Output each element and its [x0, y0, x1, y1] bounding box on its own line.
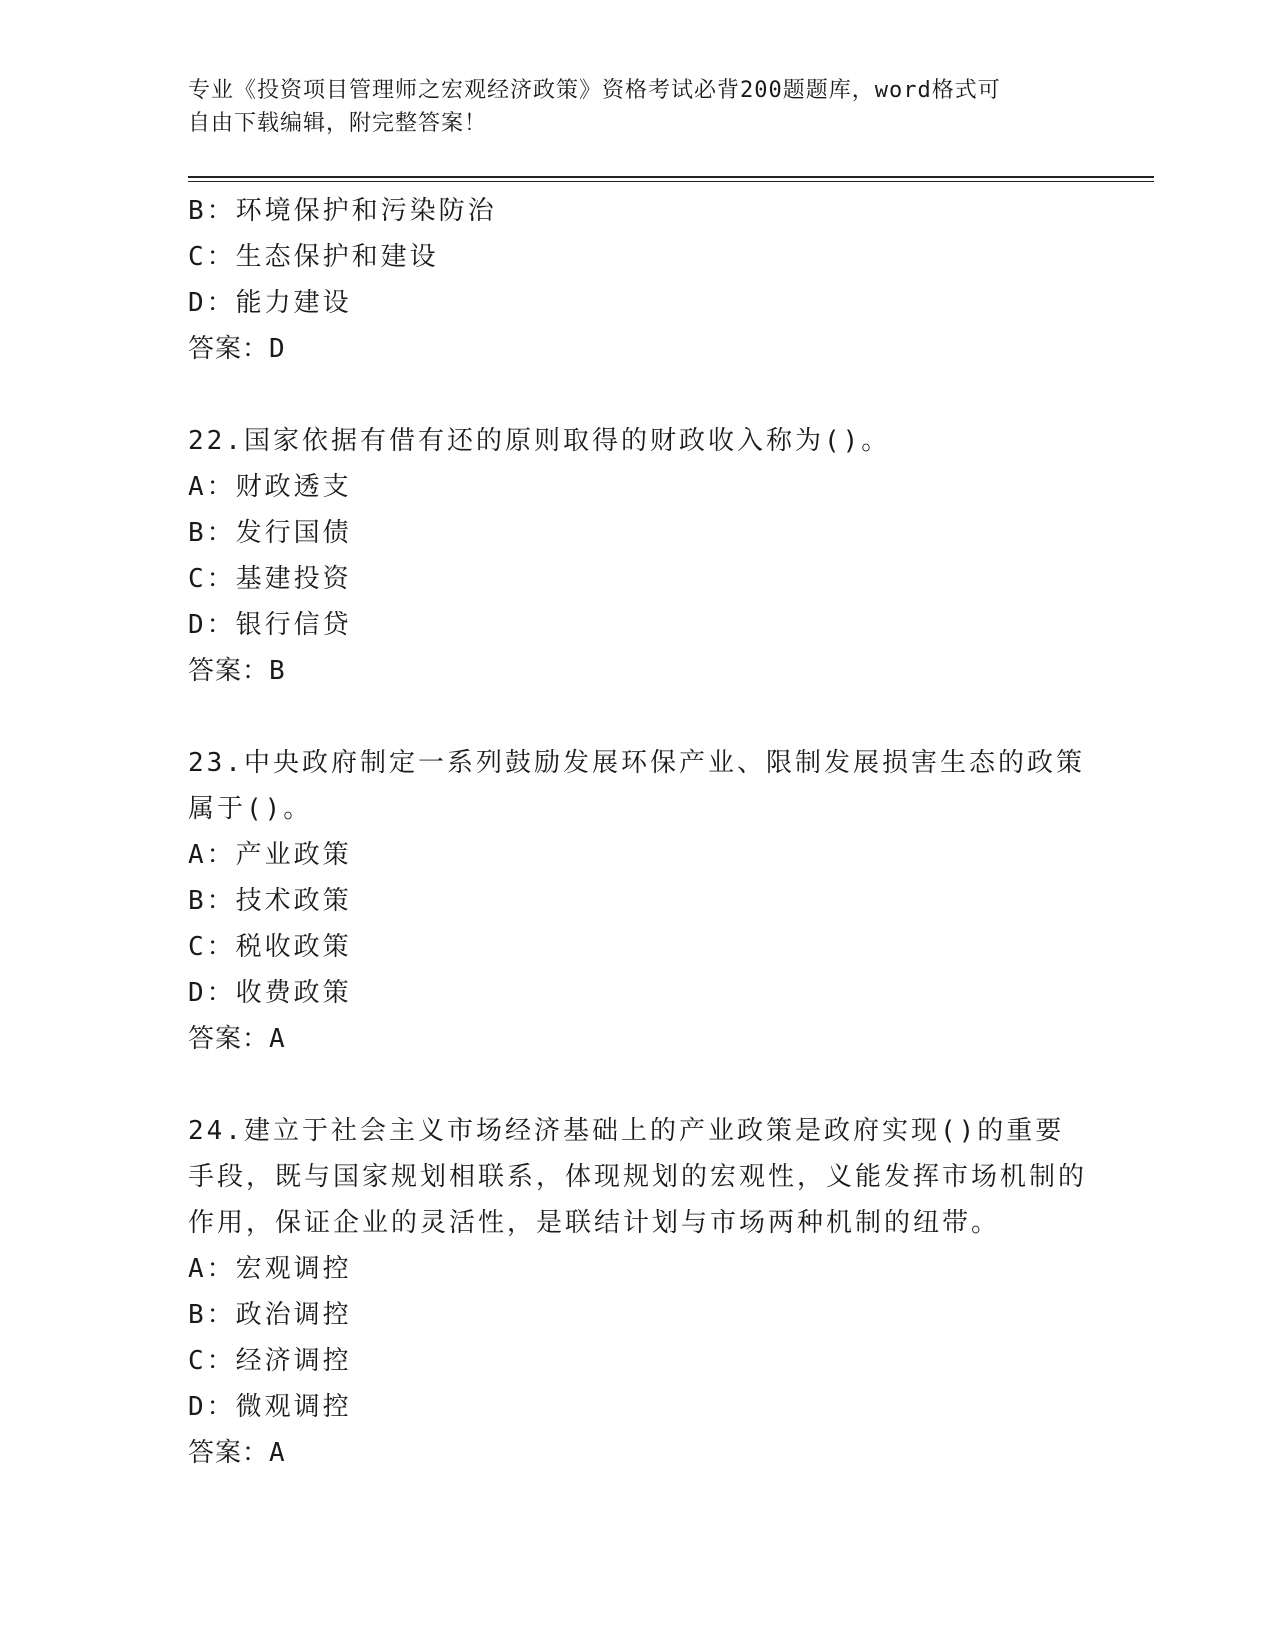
header-line-2: 自由下载编辑，附完整答案！	[188, 111, 488, 136]
option-d	[188, 1384, 1088, 1430]
question-block-24	[188, 1108, 1088, 1476]
option-text: 发行国债	[235, 518, 352, 548]
option-text: 环境保护和污染防治	[235, 196, 497, 226]
answer-line	[188, 648, 1088, 694]
answer-line	[188, 1016, 1088, 1062]
option-b	[188, 1292, 1088, 1338]
answer-label: 答案：	[188, 1024, 270, 1054]
option-key: B：	[188, 886, 236, 916]
question-list	[188, 188, 1088, 1476]
spacer	[188, 1062, 1088, 1108]
option-d	[188, 280, 1088, 326]
option-key: D：	[188, 610, 236, 640]
answer-line	[188, 1430, 1088, 1476]
option-text: 微观调控	[235, 1392, 352, 1422]
header-divider-thin	[188, 181, 1154, 182]
option-d	[188, 602, 1088, 648]
answer-value: A	[269, 1438, 286, 1468]
option-text: 生态保护和建设	[235, 242, 439, 272]
option-b	[188, 188, 1088, 234]
option-key: B：	[188, 1300, 236, 1330]
answer-label: 答案：	[188, 334, 270, 364]
option-key: C：	[188, 242, 236, 272]
answer-value: A	[269, 1024, 286, 1054]
option-a	[188, 464, 1088, 510]
answer-line	[188, 326, 1088, 372]
option-c	[188, 1338, 1088, 1384]
option-key: C：	[188, 932, 236, 962]
option-d	[188, 970, 1088, 1016]
option-text: 经济调控	[235, 1346, 352, 1376]
option-a	[188, 832, 1088, 878]
option-text: 基建投资	[235, 564, 352, 594]
option-key: A：	[188, 1254, 236, 1284]
question-block-22	[188, 418, 1088, 694]
question-text: 23.中央政府制定一系列鼓励发展环保产业、限制发展损害生态的政策属于()。	[188, 748, 1085, 824]
option-key: D：	[188, 978, 236, 1008]
option-key: D：	[188, 288, 236, 318]
option-text: 财政透支	[235, 472, 352, 502]
spacer	[188, 372, 1088, 418]
header-divider-thick	[188, 176, 1154, 178]
header-line-1: 专业《投资项目管理师之宏观经济政策》资格考试必背200题题库，word格式可	[188, 78, 1001, 103]
option-b	[188, 878, 1088, 924]
option-c	[188, 556, 1088, 602]
option-key: C：	[188, 564, 236, 594]
option-text: 宏观调控	[235, 1254, 352, 1284]
spacer	[188, 694, 1088, 740]
option-b	[188, 510, 1088, 556]
question-text: 22.国家依据有借有还的原则取得的财政收入称为()。	[188, 426, 891, 456]
option-key: C：	[188, 1346, 236, 1376]
option-key: A：	[188, 472, 236, 502]
option-text: 政治调控	[235, 1300, 352, 1330]
question-text: 24.建立于社会主义市场经济基础上的产业政策是政府实现()的重要手段，既与国家规划相联系，体现规划的宏观性，义能发挥市场机制的作用，保证企业的灵活性，是联结计划与市场两种机制的纽带。	[188, 1116, 1088, 1238]
answer-label: 答案：	[188, 1438, 270, 1468]
option-text: 税收政策	[235, 932, 352, 962]
answer-label: 答案：	[188, 656, 270, 686]
option-c	[188, 234, 1088, 280]
document-header	[188, 74, 1068, 140]
question-block-21	[188, 188, 1088, 372]
option-text: 收费政策	[235, 978, 352, 1008]
option-a	[188, 1246, 1088, 1292]
question-block-23	[188, 740, 1088, 1062]
option-key: B：	[188, 196, 236, 226]
option-c	[188, 924, 1088, 970]
option-text: 银行信贷	[235, 610, 352, 640]
option-text: 技术政策	[235, 886, 352, 916]
answer-value: D	[269, 334, 286, 364]
answer-value: B	[269, 656, 286, 686]
option-text: 产业政策	[235, 840, 352, 870]
option-key: A：	[188, 840, 236, 870]
option-key: B：	[188, 518, 236, 548]
option-text: 能力建设	[235, 288, 352, 318]
option-key: D：	[188, 1392, 236, 1422]
